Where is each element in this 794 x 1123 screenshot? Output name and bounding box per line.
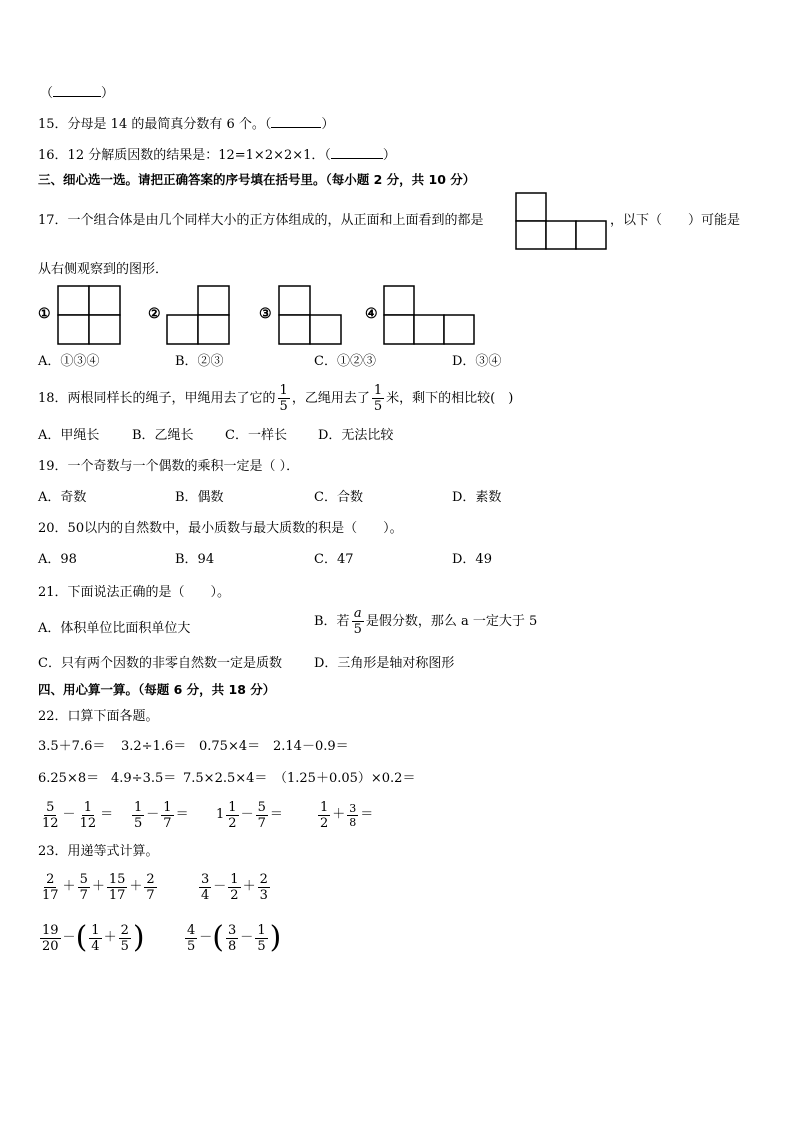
prev-answer-blank: （ ） — [40, 86, 115, 101]
q22-fraction-1: $\frac{5}{12}$ － $\frac{1}{12}$ ＝ — [42, 799, 114, 831]
answer-blank[interactable] — [331, 146, 383, 159]
q20-option-a[interactable]: A．98 — [38, 552, 77, 567]
q17-option-d[interactable]: D．③④ — [452, 354, 502, 369]
q17-option-b[interactable]: B．②③ — [175, 354, 224, 369]
q20-option-c[interactable]: C．47 — [314, 552, 354, 567]
q22-row2-item2: 4.9÷3.5＝ — [111, 771, 177, 786]
q20-option-b[interactable]: B．94 — [175, 552, 215, 567]
q21-option-b[interactable]: B．若 $\frac{a}{5}$ 是假分数，那么 a 一定大于 5 — [314, 606, 538, 637]
q20-option-d[interactable]: D．49 — [452, 552, 492, 567]
q17-option-c[interactable]: C．①②③ — [314, 354, 376, 369]
q22-row1-item2: 3.2÷1.6＝ — [121, 739, 187, 754]
q22-row1-item3: 0.75×4＝ — [199, 739, 261, 754]
question-17-line-2: 从右侧观察到的图形． — [38, 262, 169, 277]
question-15: 15．分母是 14 的最简真分数有 6 个。（ ） — [38, 117, 335, 132]
right-paren: ) — [132, 920, 145, 955]
figure-3 — [278, 285, 342, 345]
left-paren: ( — [212, 920, 225, 955]
question-17-text-before: 17．一个组合体是由几个同样大小的正方体组成的，从正面和上面看到的都是 — [38, 213, 484, 228]
question-23: 23．用递等式计算。 — [38, 844, 159, 859]
section-4-heading: 四、用心算一算。（每题 6 分，共 18 分） — [38, 682, 276, 697]
q22-row2-item3: 7.5×2.5×4＝ — [183, 771, 268, 786]
q22-fraction-3: 1 $\frac{1}{2}$ － $\frac{5}{7}$ ＝ — [216, 799, 283, 831]
q23-expression-2: $\frac{3}{4}$ － $\frac{1}{2}$ ＋ $\frac{2}{3}$ — [201, 871, 268, 903]
q22-row2-item1: 6.25×8＝ — [38, 771, 100, 786]
question-22: 22．口算下面各题。 — [38, 709, 159, 724]
q17-option-a[interactable]: A．①③④ — [38, 354, 100, 369]
question-20: 20．50以内的自然数中，最小质数与最大质数的积是（ ）。 — [38, 521, 403, 536]
answer-blank[interactable] — [271, 115, 321, 128]
left-paren: ( — [75, 920, 88, 955]
front-top-view-figure — [515, 192, 609, 250]
q19-option-a[interactable]: A．奇数 — [38, 490, 87, 505]
question-21: 21．下面说法正确的是（ ）。 — [38, 585, 231, 600]
answer-blank[interactable] — [53, 84, 101, 97]
q22-fraction-4: $\frac{1}{2}$ ＋ $\frac{3}{8}$ ＝ — [320, 799, 374, 831]
right-paren: ) — [269, 920, 282, 955]
fraction-one-fifth: $\frac{1}{5}$ — [279, 383, 288, 414]
q18-option-c[interactable]: C．一样长 — [225, 428, 287, 443]
q22-fraction-2: $\frac{1}{5}$ － $\frac{1}{7}$ ＝ — [134, 799, 189, 831]
figure-label-1: ① — [38, 306, 51, 322]
q21-option-c[interactable]: C．只有两个因数的非零自然数一定是质数 — [38, 656, 282, 671]
q18-option-a[interactable]: A．甲绳长 — [38, 428, 100, 443]
figure-label-2: ② — [148, 306, 161, 322]
q23-expression-4: $\frac{4}{5}$ －( $\frac{3}{8}$ － $\frac{1}{5}$ ) — [187, 920, 282, 955]
q18-option-d[interactable]: D．无法比较 — [318, 428, 394, 443]
fraction-one-fifth-meter: $\frac{1}{5}$ — [373, 383, 383, 414]
q23-expression-1: $\frac{2}{17}$ ＋ $\frac{5}{7}$ ＋ $\frac{15}{17}$ ＋ $\frac{2}{7}$ — [42, 871, 155, 903]
fraction-a-over-5: $\frac{a}{5}$ — [353, 606, 362, 637]
question-18: 18．两根同样长的绳子，甲绳用去了它的 $\frac{1}{5}$ ，乙绳用去了 $\frac{1}{5}$ 米，剩下的相比较( ) — [38, 383, 514, 414]
q19-option-c[interactable]: C．合数 — [314, 490, 363, 505]
q22-row1-item1: 3.5＋7.6＝ — [38, 739, 106, 754]
q19-option-d[interactable]: D．素数 — [452, 490, 502, 505]
q19-option-b[interactable]: B．偶数 — [175, 490, 224, 505]
section-3-heading: 三、细心选一选。请把正确答案的序号填在括号里。（每小题 2 分，共 10 分） — [38, 172, 476, 187]
figure-2 — [166, 285, 230, 345]
figure-4 — [383, 285, 477, 345]
q18-option-b[interactable]: B．乙绳长 — [132, 428, 194, 443]
q21-option-a[interactable]: A．体积单位比面积单位大 — [38, 621, 191, 636]
figure-1 — [57, 285, 121, 345]
q22-row1-item4: 2.14－0.9＝ — [273, 739, 349, 754]
figure-label-4: ④ — [365, 306, 378, 322]
q22-row2-item4: （1.25＋0.05）×0.2＝ — [274, 771, 416, 786]
q23-expression-3: $\frac{19}{20}$ －( $\frac{1}{4}$ ＋ $\frac{2}{5}$ ) — [42, 920, 145, 955]
q21-option-d[interactable]: D．三角形是轴对称图形 — [314, 656, 455, 671]
figure-label-3: ③ — [259, 306, 272, 322]
question-19: 19．一个奇数与一个偶数的乘积一定是（ ）． — [38, 459, 300, 474]
question-16: 16．12 分解质因数的结果是：12=1×2×2×1．（ ） — [38, 148, 396, 163]
question-17-text-after: ，以下（ ）可能是 — [610, 213, 741, 228]
